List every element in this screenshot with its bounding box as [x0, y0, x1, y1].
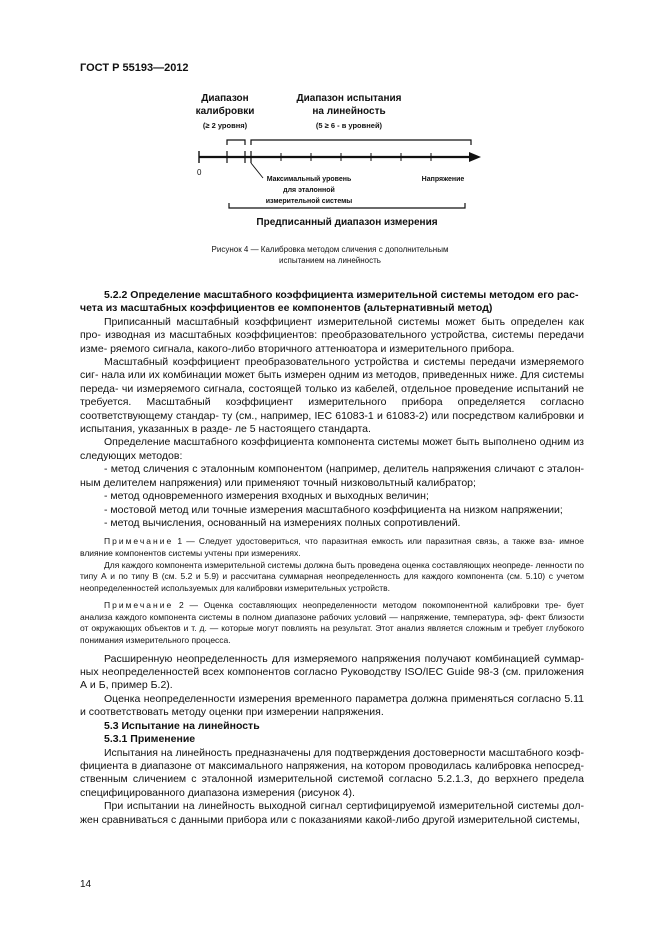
list-item: - мостовой метод или точные измерения масштабного коэффициента на низком напряжении; — [104, 503, 563, 516]
figure-caption — [100, 244, 560, 266]
page-number: 14 — [80, 879, 92, 890]
lin-range-line3: (5 ≥ 6 - в уровней) — [315, 121, 383, 130]
list-item: - метод одновременного измерения входных и выходных величин; — [104, 490, 429, 503]
zero-label: 0 — [197, 168, 202, 177]
lin-brace — [251, 140, 471, 145]
list-item: - метод сличения с эталонным компонентом (например, делитель напряжения сличают с эталон- ным делителем напряжения) или применяют точный низковольтный калибратор; — [80, 463, 584, 489]
note-label: Примечание — [104, 600, 174, 611]
lin-range-line2: на линейность — [312, 106, 386, 117]
calib-range-line3: (≥ 2 уровня) — [202, 121, 248, 130]
max-level-line2: для эталонной — [283, 187, 335, 194]
paragraph: Приписанный масштабный коэффициент измерительной системы может быть определен как про- изводная из масштабных коэффициентов: преобразовательного устройства, системы передачи изме- ряемого сигнала, какого-либо вторичного аттенюатора и измерительного прибора. — [80, 315, 584, 355]
note-1-text: 1 — Следует удостовериться, что паразитная емкость или паразитная связь, а также вза- имное влияние компонентов системы учтены при измерениях. — [80, 536, 584, 558]
calib-range-line2: калибровки — [195, 106, 255, 117]
note-1 — [80, 536, 584, 559]
section-531-title: 5.3.1 Применение — [104, 733, 196, 746]
calibration-diagram — [185, 88, 495, 238]
voltage-label: Напряжение — [421, 176, 465, 183]
paragraph: Испытания на линейность предназначены для подтверждения достоверности масштабного коэф- фициента в диапазоне от максимального напряжения, на котором проводилась калибровка непосред- ственным сличением с эталонной измерительной системой согласно 5.2.1.3, до верхнего предела специфицированного диапазона измерения (рисунок 4). — [80, 746, 584, 799]
main-text — [80, 289, 584, 827]
paragraph: Оценка неопределенности измерения временного параметра должна применяться согласно 5.11 и соответствовать методу оценки при измерении напряжения. — [80, 692, 584, 719]
specified-range-label: Предписанный диапазон измерения — [256, 217, 438, 228]
paragraph: При испытании на линейность выходной сигнал сертифицируемой измерительной системы дол- жен сравниваться с данными прибора или с показаниями какой-либо другой измерительной системы, — [80, 800, 584, 826]
calib-brace — [227, 140, 245, 145]
caption-line2: испытанием на линейность — [279, 256, 381, 265]
axis-arrowhead — [469, 152, 481, 162]
note-2 — [80, 600, 584, 646]
section-522-title-line2: чета из масштабных коэффициентов ее компонентов (альтернативный метод) — [80, 302, 493, 315]
page-header: ГОСТ Р 55193—2012 — [80, 62, 189, 74]
note-2-text: 2 — Оценка составляющих неопределенности методом покомпонентной калибровки тре- бует анализа каждого компонента системы в полном диапазоне рабочих условий — напряжение, температура, эф- фект близости от окружающих объектов и т. д. — которые могут повлиять на результат. Этот анализ является сложным и требует глубокого понимания измерительного процесса. — [80, 600, 584, 646]
note-1-continuation: Для каждого компонента измерительной системы должна быть проведена оценка составляющих неопреде- ленности по типу А и по типу В (см. 5.2 и 5.9) и рассчитана суммарная неопределенность для каждого компонента (см. 5.10) с учетом неопределенностей используемых для калибровки измерительных устройств. — [80, 559, 584, 593]
max-level-pointer — [251, 163, 263, 178]
list-item: - метод вычисления, основанный на измерениях полных сопротивлений. — [104, 516, 461, 529]
max-level-line1: Максимальный уровень — [266, 176, 352, 183]
max-level-line3: измерительной системы — [265, 198, 353, 205]
calib-range-line1: Диапазон — [201, 93, 249, 104]
paragraph: Расширенную неопределенность для измеряемого напряжения получают комбинацией суммар- ных неопределенностей всех компонентов согласно Руководству ISO/IEC Guide 98-3 (см. приложения А и Б, пример Б.2). — [80, 652, 584, 692]
paragraph: Определение масштабного коэффициента компонента системы может быть выполнено одним из следующих методов: — [80, 436, 584, 462]
section-522-title-line1: 5.2.2 Определение масштабного коэффициента измерительной системы методом его рас- — [104, 289, 579, 301]
section-53-title: 5.3 Испытание на линейность — [104, 719, 260, 732]
lin-range-line1: Диапазон испытания — [296, 93, 402, 104]
caption-line1: Рисунок 4 — Калибровка методом сличения с дополнительным — [211, 245, 449, 254]
paragraph: Масштабный коэффициент преобразовательного устройства и системы передачи измеряемого сиг- нала или их комбинации может быть измерен одним из методов, приведенных ниже. Для системы переда- чи измеряемого сигнала, состоящей только из кабелей, отдельное проведение испытаний не требуется. Масштабный коэффициент измерительного прибора определяется согласно соответствующему стандар- ту (см., например, IEC 61083-1 и 61083-2) или посредством калибровки и испытания, указанных в разде- ле 5 настоящего стандарта. — [80, 356, 584, 436]
note-label: Примечание — [104, 536, 174, 547]
